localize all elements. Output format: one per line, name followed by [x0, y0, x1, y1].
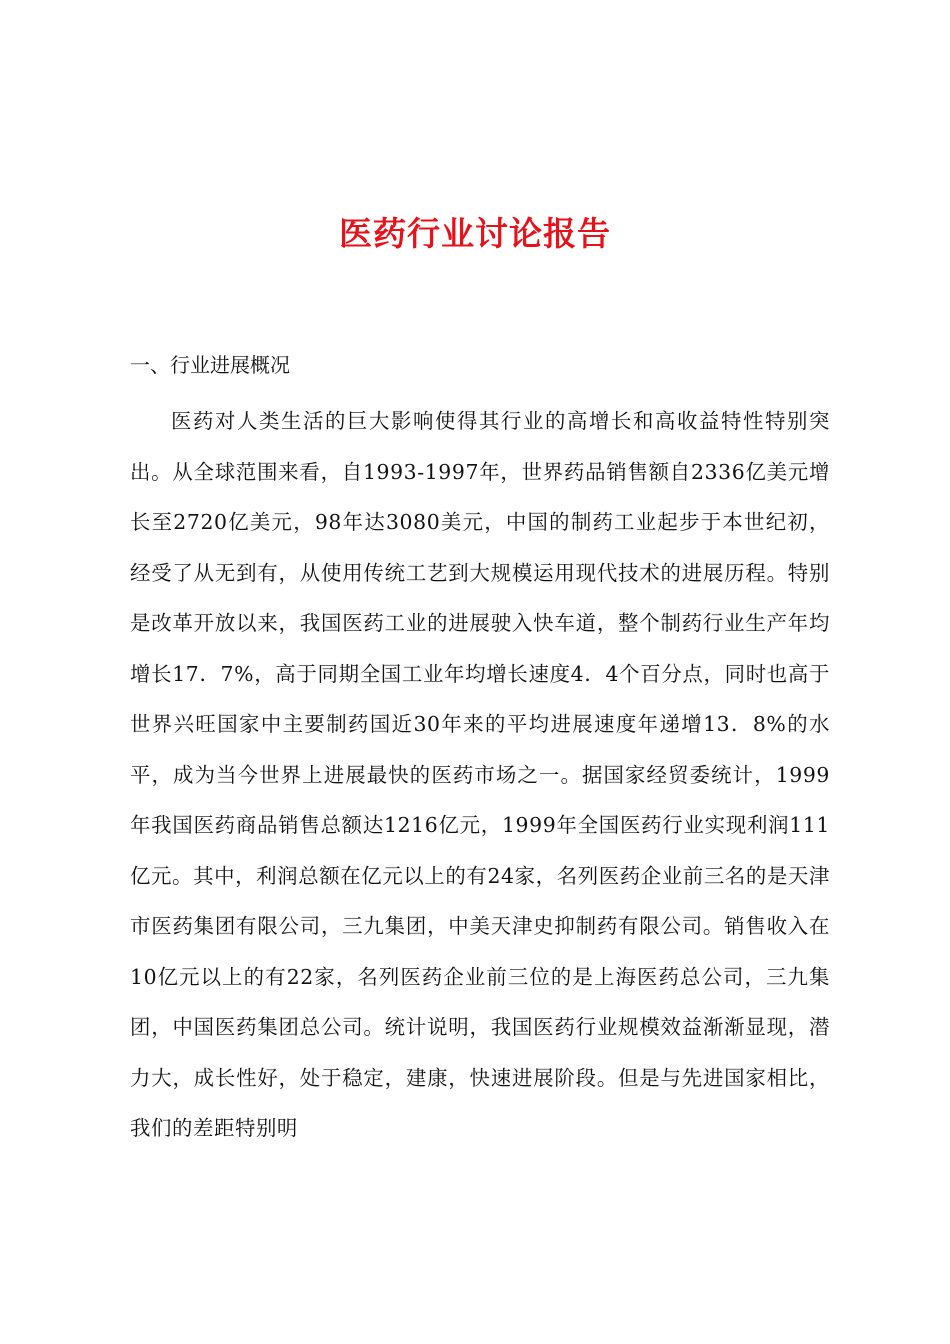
section-heading: 一、行业进展概况	[130, 353, 290, 377]
body-paragraph: 医药对人类生活的巨大影响使得其行业的高增长和高收益特性特别突出。从全球范围来看，自1993-1997年，世界药品销售额自2336亿美元增长至2720亿美元，98年达3080美元，中国的制药工业起步于本世纪初，经受了从无到有，从使用传统工艺到大规模运用现代技术的进展历程。特别是改革开放以来，我国医药工业的进展驶入快车道，整个制药行业生产年均增长17．7%，高于同期全国工业年均增长速度4．4个百分点，同时也高于世界兴旺国家中主要制药国近30年来的平均进展速度年递增13．8%的水平，成为当今世界上进展最快的医药市场之一。据国家经贸委统计，1999年我国医药商品销售总额达1216亿元，1999年全国医药行业实现利润111亿元。其中，利润总额在亿元以上的有24家，名列医药企业前三名的是天津市医药集团有限公司，三九集团，中美天津史抑制药有限公司。销售收入在10亿元以上的有22家，名列医药企业前三位的是上海医药总公司，三九集团，中国医药集团总公司。统计说明，我国医药行业规模效益渐渐显现，潜力大，成长性好，处于稳定，建康，快速进展阶段。但是与先进国家相比，我们的差距特别明	[130, 409, 830, 1140]
document-title: 医药行业讨论报告	[339, 214, 611, 253]
